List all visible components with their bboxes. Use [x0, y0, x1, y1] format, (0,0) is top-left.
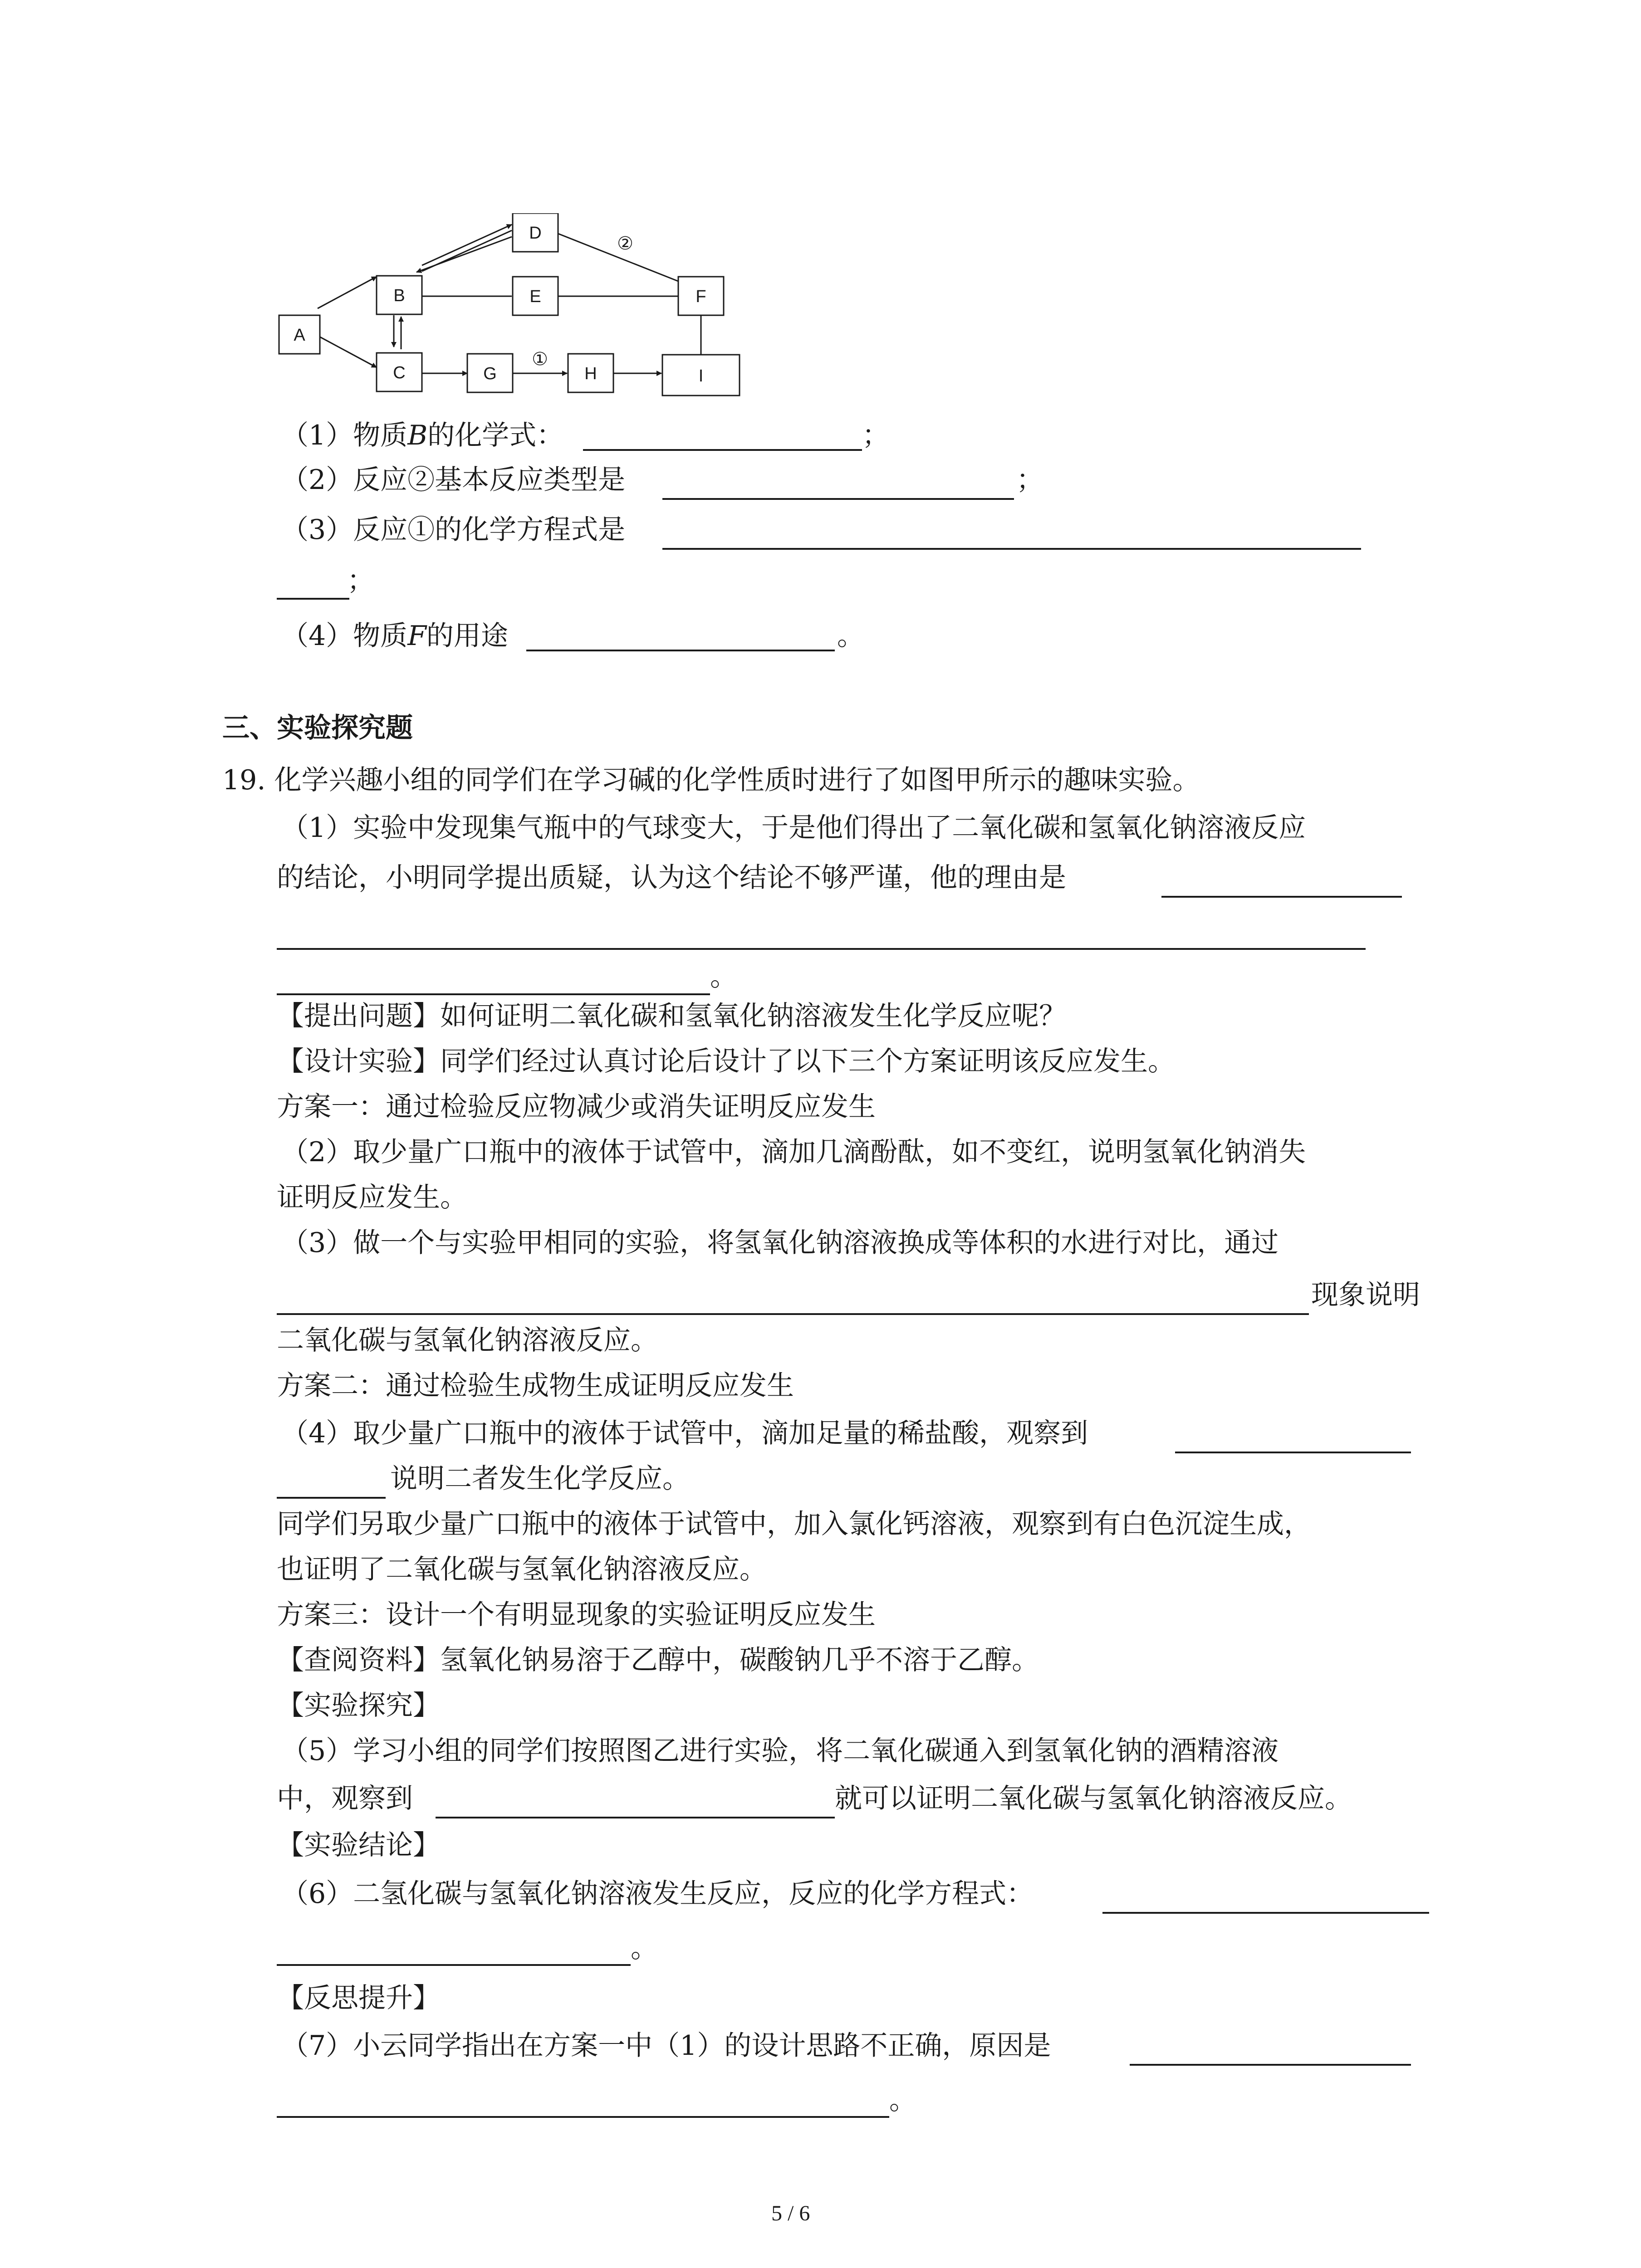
q19-reflect: 【反思提升】: [277, 1982, 440, 2014]
node-i-label: I: [698, 367, 704, 386]
q18-part2-blank[interactable]: [662, 498, 1014, 500]
q19-part4-blank-2[interactable]: [277, 1497, 386, 1499]
reaction-1-mark: ①: [532, 349, 548, 369]
q18-part2-end: ；: [1016, 464, 1043, 496]
q19-part7-blank-2[interactable]: [277, 2116, 889, 2118]
node-e-label: E: [529, 287, 541, 306]
q19-part6-blank-1[interactable]: [1102, 1912, 1429, 1914]
q19-conclusion: 【实验结论】: [277, 1829, 440, 1861]
q19-part6: （6）二氢化碳与氢氧化钠溶液发生反应，反应的化学方程式：: [281, 1878, 1034, 1910]
reaction-flow-diagram: [272, 213, 758, 404]
q19-explore: 【实验探究】: [277, 1690, 440, 1721]
page-number: 5 / 6: [771, 2201, 810, 2225]
q19-part1-end: 。: [710, 961, 737, 992]
q19-part5-line1: （5）学习小组的同学们按照图乙进行实验，将二氧化碳通入到氢氧化钠的酒精溶液: [281, 1735, 1279, 1767]
q19-part1-blank-1[interactable]: [1161, 896, 1402, 898]
q19-part2-line2: 证明反应发生。: [277, 1182, 467, 1213]
q19-part6-blank-2[interactable]: [277, 1964, 631, 1966]
section-3-title: 三、实验探究题: [222, 712, 413, 744]
node-g-label: G: [483, 364, 497, 383]
node-b-label: B: [393, 286, 405, 305]
q19-part3-line2: 现象说明: [1311, 1279, 1420, 1311]
q19-design: 【设计实验】同学们经过认真讨论后设计了以下三个方案证明该反应发生。: [277, 1046, 1175, 1077]
q19-part7-end: 。: [889, 2084, 916, 2116]
node-f-label: F: [696, 287, 706, 306]
q19-part1-line1: （1）实验中发现集气瓶中的气球变大，于是他们得出了二氧化碳和氢氧化钠溶液反应: [281, 812, 1306, 844]
q19-part4-line3: 同学们另取少量广口瓶中的液体于试管中，加入氯化钙溶液，观察到有白色沉淀生成，: [277, 1508, 1311, 1540]
q19-part4-blank-1[interactable]: [1175, 1452, 1411, 1453]
q19-info: 【查阅资料】氢氧化钠易溶于乙醇中，碳酸钠几乎不溶于乙醇。: [277, 1644, 1039, 1676]
q18-part1: （1）物质B的化学式：: [281, 420, 564, 451]
q18-part3-end: ；: [347, 565, 374, 596]
q19-stem: 19. 化学兴趣小组的同学们在学习碱的化学性质时进行了如图甲所示的趣味实验。: [222, 764, 1200, 796]
q18-part1-blank[interactable]: [583, 449, 862, 451]
q18-part3-blank[interactable]: [662, 548, 1361, 550]
q18-part2: （2）反应②基本反应类型是: [281, 464, 626, 496]
q19-part1-line2: 的结论，小明同学提出质疑，认为这个结论不够严谨，他的理由是: [277, 862, 1066, 894]
q19-part5-line2: 中，观察到: [277, 1783, 413, 1814]
q19-part1-blank-3[interactable]: [277, 993, 710, 995]
node-d-label: D: [529, 224, 542, 243]
node-a-label: A: [294, 326, 305, 345]
q19-part4-line4: 也证明了二氧化碳与氢氧化钠溶液反应。: [277, 1554, 767, 1585]
q19-plan2: 方案二：通过检验生成物生成证明反应发生: [277, 1370, 794, 1402]
node-h-label: H: [584, 364, 597, 383]
q18-part4-end: 。: [837, 620, 864, 652]
q19-part2-line1: （2）取少量广口瓶中的液体于试管中，滴加几滴酚酞，如不变红，说明氢氧化钠消失: [281, 1136, 1306, 1168]
q19-plan3: 方案三：设计一个有明显现象的实验证明反应发生: [277, 1599, 876, 1631]
q19-part7: （7）小云同学指出在方案一中（1）的设计思路不正确，原因是: [281, 2030, 1051, 2062]
q19-part4-line1: （4）取少量广口瓶中的液体于试管中，滴加足量的稀盐酸，观察到: [281, 1418, 1088, 1449]
q19-ask: 【提出问题】如何证明二氧化碳和氢氧化钠溶液发生化学反应呢？: [277, 1000, 1066, 1032]
q19-part4-line2: 说明二者发生化学反应。: [390, 1463, 690, 1495]
q19-part3-blank[interactable]: [277, 1313, 1309, 1315]
node-c-label: C: [393, 363, 406, 382]
q18-part3-blank-cont[interactable]: [277, 598, 349, 600]
q19-part3-line3: 二氧化碳与氢氧化钠溶液反应。: [277, 1325, 658, 1356]
q18-part1-end: ；: [862, 420, 889, 451]
q18-part4: （4）物质F的用途: [281, 620, 508, 652]
q18-part4-blank[interactable]: [526, 650, 835, 651]
q19-part5-blank[interactable]: [436, 1817, 835, 1818]
reaction-2-mark: ②: [617, 234, 633, 254]
q19-part6-end: 。: [631, 1932, 658, 1964]
q19-part1-blank-2[interactable]: [277, 948, 1366, 950]
q19-part3-line1: （3）做一个与实验甲相同的实验，将氢氧化钠溶液换成等体积的水进行对比，通过: [281, 1227, 1279, 1259]
q18-part3: （3）反应①的化学方程式是: [281, 514, 626, 546]
q19-part5-line3: 就可以证明二氧化碳与氢氧化钠溶液反应。: [835, 1783, 1352, 1814]
q19-part7-blank-1[interactable]: [1130, 2064, 1411, 2066]
q19-plan1: 方案一：通过检验反应物减少或消失证明反应发生: [277, 1091, 876, 1123]
